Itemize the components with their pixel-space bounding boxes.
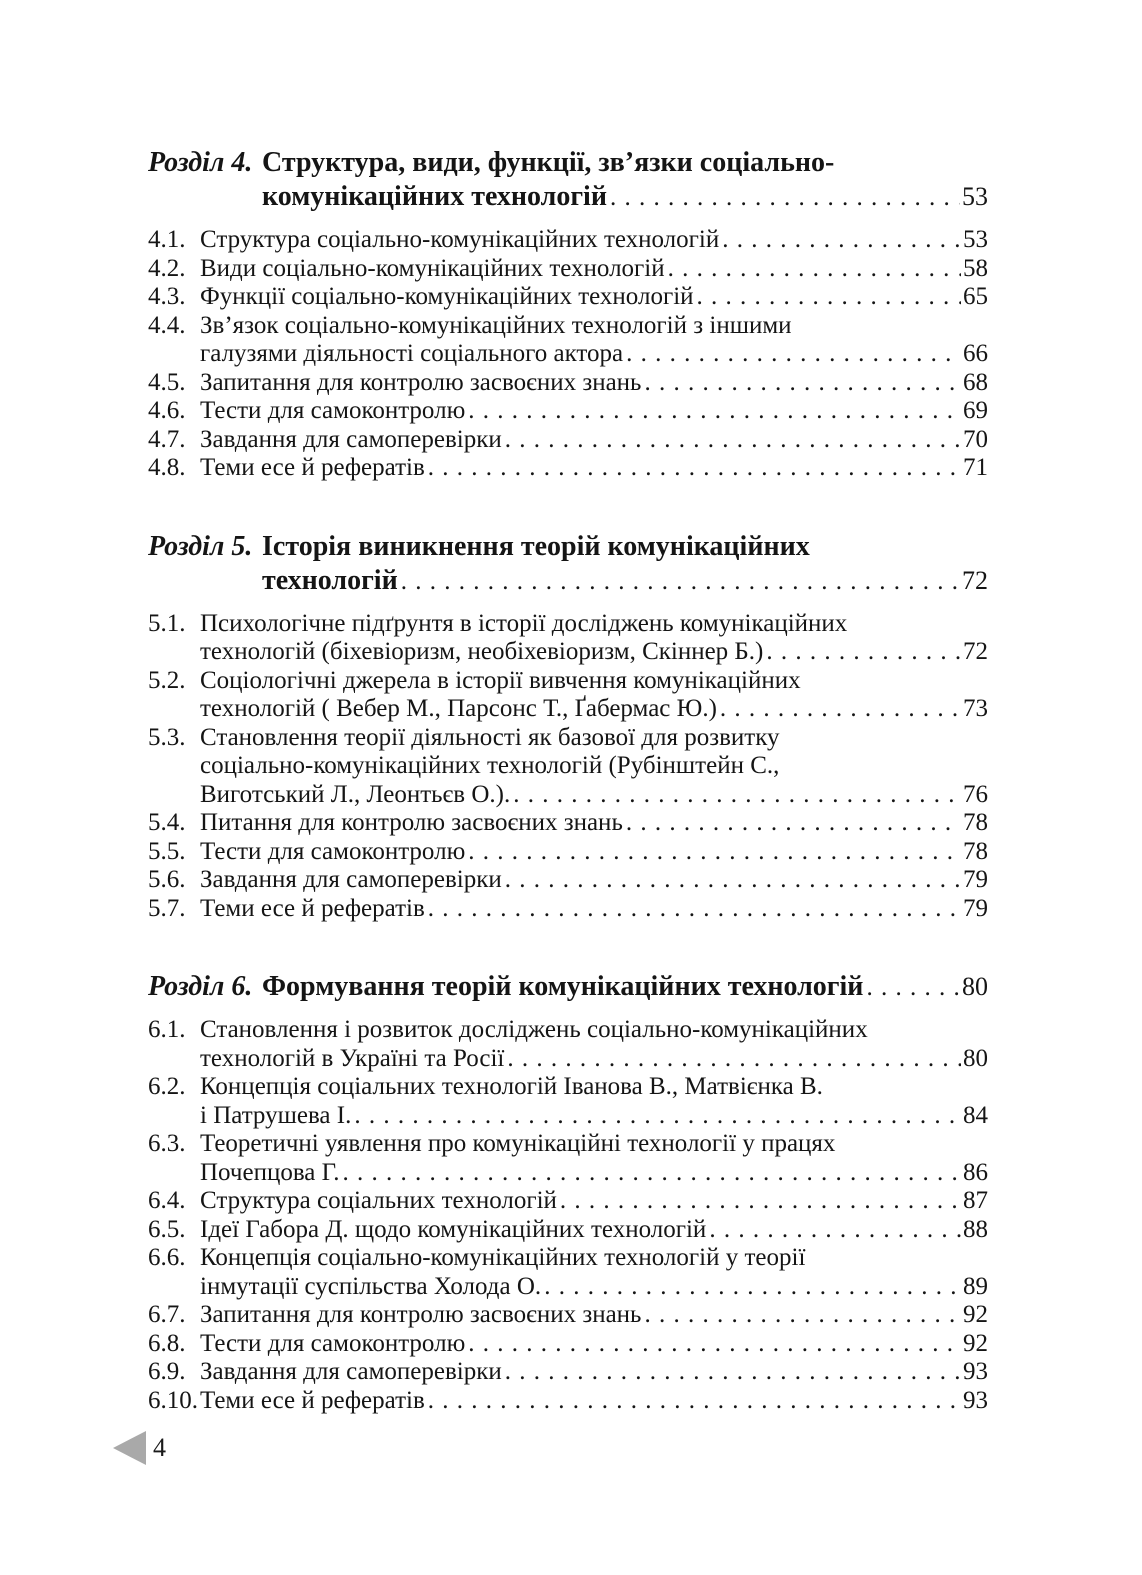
entry-text: [200, 454, 988, 483]
toc-line: [200, 809, 988, 838]
dot-leader: [644, 1301, 961, 1330]
toc-entry: [148, 1187, 988, 1216]
entry-number: 6.8.: [148, 1329, 186, 1357]
line-text: Тести для самоконтролю: [200, 837, 466, 865]
entry-number: 4.2.: [148, 254, 186, 282]
toc-line: [200, 1187, 988, 1216]
entry-text: [200, 1330, 988, 1359]
entry-number: 4.3.: [148, 283, 186, 310]
toc-entry: [148, 1016, 988, 1073]
entry-number: 4.1.: [148, 226, 186, 253]
dot-leader: [513, 781, 961, 810]
dot-leader: [428, 454, 961, 483]
dot-leader: [709, 1216, 961, 1245]
entry-number: 6.10.: [148, 1386, 198, 1414]
entry-text: [200, 838, 988, 867]
toc-entry: [148, 724, 988, 810]
toc-entry: [148, 397, 988, 426]
page-number: 69: [963, 397, 988, 424]
toc-line: [200, 340, 988, 369]
dot-leader: [505, 1358, 961, 1387]
dot-leader: [544, 1273, 961, 1302]
dot-leader: [766, 638, 961, 667]
page-number: 92: [963, 1301, 988, 1328]
entry-number: 6.6.: [148, 1244, 186, 1271]
toc-line: [200, 1045, 988, 1074]
line-text: Питання для контролю засвоєних знань: [200, 809, 623, 836]
line-text: Структура соціально-комунікаційних технологій: [200, 226, 720, 253]
page-footer: [113, 1431, 166, 1465]
page-number: 78: [963, 809, 988, 836]
page-number: 68: [963, 368, 988, 396]
dot-leader: [697, 283, 961, 312]
toc-entry: [148, 369, 988, 398]
entry-number: 4.5.: [148, 368, 186, 396]
entry-number: 4.6.: [148, 397, 186, 424]
chapter-title: [262, 970, 988, 1005]
page-number: 88: [963, 1215, 988, 1243]
line-text: інмутації суспільства Холода О.: [200, 1272, 542, 1300]
dot-leader: [343, 1159, 961, 1188]
chapter-heading: [148, 146, 988, 215]
entry-text-line: Психологічне підґрунтя в історії досліджень комунікаційних: [200, 609, 848, 637]
dot-leader: [610, 181, 960, 215]
entry-text: [200, 1073, 988, 1130]
toc-line: [262, 564, 988, 599]
entry-text: [200, 226, 988, 255]
entry-number: 6.7.: [148, 1301, 186, 1328]
entry-number: 6.3.: [148, 1130, 186, 1157]
entry-text-line: Теоретичні уявлення про комунікаційні технології у працях: [200, 1130, 836, 1157]
line-text: Запитання для контролю засвоєних знань: [200, 1301, 642, 1328]
entry-text: [200, 866, 988, 895]
toc-entry: [148, 454, 988, 483]
toc-entry: [148, 226, 988, 255]
toc-chapter: [148, 146, 988, 483]
chapter-heading: [148, 530, 988, 599]
toc-line: [200, 1330, 988, 1359]
dot-leader: [626, 809, 961, 838]
line-text: Виготський Л., Леонтьєв О.).: [200, 780, 511, 808]
toc-line: [200, 838, 988, 867]
line-text: Теми есе й рефератів: [200, 894, 425, 922]
entry-text: [200, 312, 988, 369]
entry-text-line: Концепція соціальних технологій Іванова В., Матвієнка В.: [200, 1073, 823, 1100]
chapter-title-line: Історія виникнення теорій комунікаційних: [262, 530, 810, 562]
entry-number: 6.9.: [148, 1358, 186, 1385]
footer-page-number: 4: [153, 1433, 166, 1462]
toc-entry: [148, 1216, 988, 1245]
toc-line: [200, 226, 988, 255]
line-text: технологій: [262, 564, 398, 596]
toc-line: [200, 1102, 988, 1131]
page-number: 93: [963, 1358, 988, 1385]
page-number: 79: [963, 894, 988, 922]
line-text: комунікаційних технологій: [262, 181, 607, 212]
toc-entry: [148, 809, 988, 838]
entry-text: [200, 397, 988, 426]
entry-number: 4.4.: [148, 311, 186, 339]
entry-text: [200, 426, 988, 455]
entry-text-line: Зв’язок соціально-комунікаційних технологій з іншими: [200, 311, 792, 339]
line-text: Завдання для самоперевірки: [200, 866, 502, 893]
entry-text: [200, 809, 988, 838]
toc-line: [200, 255, 988, 284]
entry-number: 5.7.: [148, 894, 186, 922]
dot-leader: [560, 1187, 961, 1216]
toc-line: [200, 397, 988, 426]
toc-line: [200, 1216, 988, 1245]
toc: [148, 146, 988, 1415]
toc-entry: [148, 1073, 988, 1130]
line-text: Завдання для самоперевірки: [200, 1358, 502, 1385]
dot-leader: [468, 838, 961, 867]
entry-text: [200, 255, 988, 284]
toc-line: [262, 180, 988, 215]
page-number: 89: [963, 1272, 988, 1300]
entry-number: 5.6.: [148, 866, 186, 893]
page-number: 71: [963, 454, 988, 481]
line-text: Тести для самоконтролю: [200, 397, 466, 424]
page-number: 86: [963, 1158, 988, 1186]
entry-text: [200, 1358, 988, 1387]
line-text: технологій ( Вебер М., Парсонс Т., Ґабермас Ю.): [200, 695, 717, 722]
dot-leader: [468, 1330, 961, 1359]
toc-line: [200, 781, 988, 810]
line-text: Тести для самоконтролю: [200, 1329, 466, 1357]
line-text: Формування теорій комунікаційних технологій: [262, 971, 864, 1002]
dot-leader: [505, 426, 961, 455]
entry-text: [200, 283, 988, 312]
toc-entry: [148, 426, 988, 455]
toc-line: [200, 1301, 988, 1330]
page-number: 80: [963, 1044, 988, 1072]
page-number: 93: [963, 1386, 988, 1414]
toc-line: [200, 369, 988, 398]
entry-number: 6.5.: [148, 1215, 186, 1243]
toc-entry: [148, 1330, 988, 1359]
dot-leader: [468, 397, 961, 426]
page-number: 65: [963, 283, 988, 310]
toc-line: [200, 1159, 988, 1188]
entry-text: [200, 667, 988, 724]
entry-number: 5.5.: [148, 837, 186, 865]
chapter-label: Розділ 4.: [148, 147, 253, 178]
entry-text: [200, 1387, 988, 1416]
entry-text: [200, 1301, 988, 1330]
line-text: Теми есе й рефератів: [200, 1386, 425, 1414]
entry-number: 4.8.: [148, 454, 186, 481]
page-number: 80: [962, 972, 988, 1001]
chapter-title: [262, 146, 988, 215]
dot-leader: [722, 226, 961, 255]
entry-text: [200, 1244, 988, 1301]
entry-text: [200, 610, 988, 667]
dot-leader: [507, 1045, 961, 1074]
dot-leader: [354, 1102, 961, 1131]
toc-entry: [148, 1130, 988, 1187]
entry-text-line: Становлення теорії діяльності як базової для розвитку: [200, 723, 780, 751]
entry-number: 4.7.: [148, 425, 186, 453]
entry-text: [200, 1216, 988, 1245]
entry-text: [200, 1187, 988, 1216]
toc-entry: [148, 1301, 988, 1330]
toc-line: [200, 695, 988, 724]
line-text: Структура соціальних технологій: [200, 1187, 557, 1214]
line-text: Запитання для контролю засвоєних знань: [200, 368, 642, 396]
line-text: і Патрушева І.: [200, 1101, 352, 1129]
page-number: 78: [963, 837, 988, 865]
toc-entry: [148, 1358, 988, 1387]
toc-entry: [148, 283, 988, 312]
page-number: 70: [963, 425, 988, 453]
toc-line: [200, 1387, 988, 1416]
line-text: Завдання для самоперевірки: [200, 425, 502, 453]
dot-leader: [401, 565, 960, 599]
toc-line: [200, 1273, 988, 1302]
page-number: 53: [962, 182, 988, 211]
entry-text: [200, 369, 988, 398]
page-number: 53: [963, 226, 988, 253]
toc-entry: [148, 1244, 988, 1301]
toc-line: [200, 283, 988, 312]
dot-leader: [644, 369, 961, 398]
line-text: Теми есе й рефератів: [200, 454, 425, 481]
toc-chapter: [148, 970, 988, 1415]
page-number: 72: [962, 565, 988, 595]
entry-number: 6.2.: [148, 1073, 186, 1100]
line-text: технологій в Україні та Росії: [200, 1044, 505, 1072]
toc-entry: [148, 895, 988, 924]
chapter-heading: [148, 970, 988, 1005]
toc-entry: [148, 667, 988, 724]
line-text: Почепцова Г.: [200, 1158, 340, 1186]
toc-entry: [148, 312, 988, 369]
toc-line: [200, 454, 988, 483]
toc-line: [200, 426, 988, 455]
chapter-title: [262, 530, 988, 599]
dot-leader: [866, 971, 960, 1005]
dot-leader: [428, 895, 961, 924]
entry-text-line: Концепція соціально-комунікаційних технологій у теорії: [200, 1244, 806, 1271]
toc-line: [262, 970, 988, 1005]
page-number: 87: [963, 1187, 988, 1214]
line-text: технологій (біхевіоризм, необіхевіоризм, Скіннер Б.): [200, 638, 764, 665]
entry-text-line: соціально-комунікаційних технологій (Рубінштейн С.,: [200, 752, 780, 779]
page-number: 73: [963, 695, 988, 722]
toc-line: [200, 866, 988, 895]
entry-text: [200, 895, 988, 924]
dot-leader: [668, 255, 961, 284]
entry-number: 6.4.: [148, 1187, 186, 1214]
toc-entry: [148, 610, 988, 667]
entry-number: 5.3.: [148, 723, 186, 751]
entry-text: [200, 1130, 988, 1187]
dot-leader: [626, 340, 961, 369]
entry-number: 5.1.: [148, 609, 186, 637]
line-text: Функції соціально-комунікаційних технологій: [200, 283, 694, 310]
entry-number: 5.4.: [148, 809, 186, 836]
toc-entry: [148, 866, 988, 895]
toc-chapter: [148, 530, 988, 924]
entry-text: [200, 1016, 988, 1073]
page-number: 92: [963, 1329, 988, 1357]
toc-entry: [148, 1387, 988, 1416]
dot-leader: [720, 695, 961, 724]
entry-text: [200, 724, 988, 810]
left-triangle-icon: [113, 1431, 146, 1465]
page-number: 76: [963, 780, 988, 808]
toc-entry: [148, 255, 988, 284]
entry-text-line: Соціологічні джерела в історії вивчення комунікаційних: [200, 666, 801, 694]
page-number: 66: [963, 340, 988, 367]
page-number: 72: [963, 638, 988, 665]
toc-line: [200, 895, 988, 924]
chapter-label: Розділ 6.: [148, 971, 253, 1002]
line-text: Види соціально-комунікаційних технологій: [200, 254, 665, 282]
chapter-label: Розділ 5.: [148, 530, 253, 562]
entry-text-line: Становлення і розвиток досліджень соціально-комунікаційних: [200, 1016, 868, 1043]
dot-leader: [505, 866, 961, 895]
toc-line: [200, 638, 988, 667]
line-text: галузями діяльності соціального актора: [200, 340, 624, 367]
entry-number: 6.1.: [148, 1016, 186, 1043]
entry-number: 5.2.: [148, 666, 186, 694]
page-number: 79: [963, 866, 988, 893]
dot-leader: [428, 1387, 961, 1416]
chapter-title-line: Структура, види, функції, зв’язки соціально-: [262, 147, 835, 178]
toc-line: [200, 1358, 988, 1387]
page-number: 84: [963, 1101, 988, 1129]
toc-entry: [148, 838, 988, 867]
page-number: 58: [963, 254, 988, 282]
line-text: Ідеї Габора Д. щодо комунікаційних технологій: [200, 1215, 707, 1243]
